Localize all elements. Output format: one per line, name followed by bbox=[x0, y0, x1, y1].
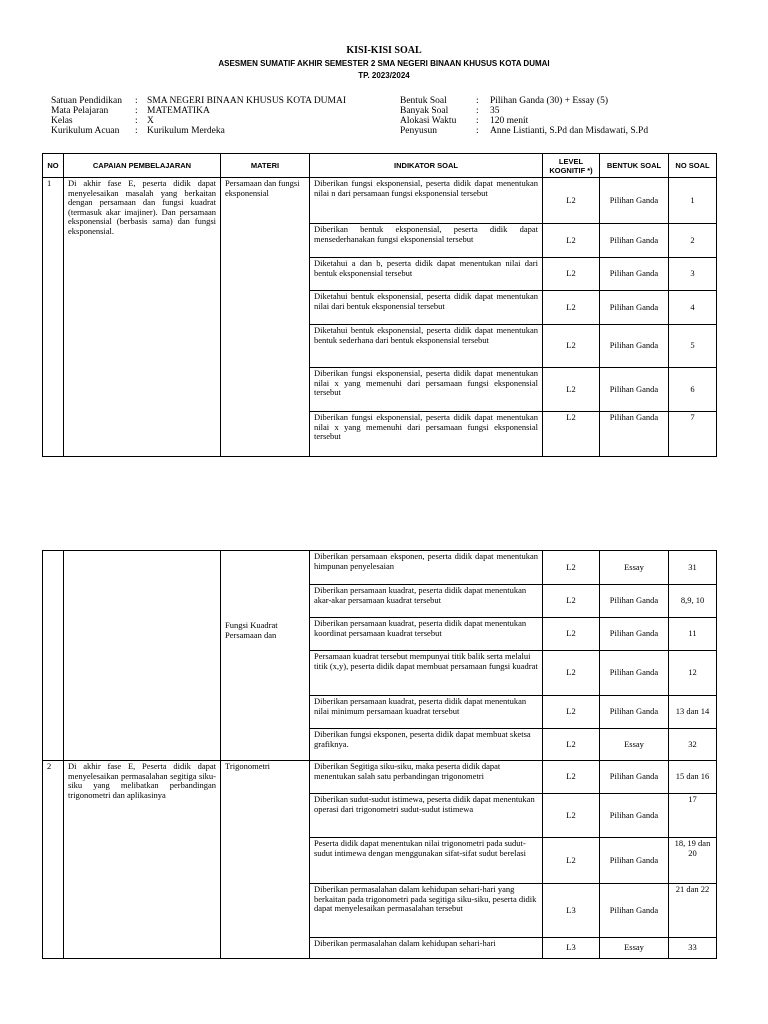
indikator-cell: Diberikan persamaan kuadrat, peserta didik dapat menentukan nilai minimum persamaan kuadrat tersebut bbox=[310, 696, 543, 729]
info-value: Kurikulum Merdeka bbox=[147, 126, 225, 136]
bentuk-cell: Pilihan Ganda bbox=[600, 258, 669, 291]
level-cell: L2 bbox=[543, 696, 600, 729]
indikator-cell: Diketahui a dan b, peserta didik dapat menentukan nilai dari bentuk eksponensial tersebut bbox=[310, 258, 543, 291]
level-cell: L2 bbox=[543, 224, 600, 258]
document-title: KISI-KISI SOAL bbox=[346, 45, 422, 56]
info-label: Kurikulum Acuan bbox=[51, 126, 120, 136]
info-label: Mata Pelajaran bbox=[51, 106, 109, 116]
indikator-cell: Diberikan persamaan eksponen, peserta didik dapat menentukan himpunan penyelesaian bbox=[310, 551, 543, 585]
nosoal-cell: 15 dan 16 bbox=[669, 761, 717, 794]
nosoal-cell: 2 bbox=[669, 224, 717, 258]
info-label: Satuan Pendidikan bbox=[51, 96, 122, 106]
table-row bbox=[43, 761, 717, 794]
info-label: Penyusun bbox=[400, 126, 437, 136]
nosoal-cell: 32 bbox=[669, 729, 717, 761]
indikator-cell: Diberikan persamaan kuadrat, peserta didik dapat menentukan akar-akar persamaan kuadrat tersebut bbox=[310, 585, 543, 618]
bentuk-cell: Pilihan Ganda bbox=[600, 412, 669, 457]
indikator-cell: Diberikan persamaan kuadrat, peserta didik dapat menentukan koordinat persamaan kuadrat tersebut bbox=[310, 618, 543, 651]
level-cell: L2 bbox=[543, 368, 600, 412]
nosoal-cell: 13 dan 14 bbox=[669, 696, 717, 729]
column-header-capaian: CAPAIAN PEMBELAJARAN bbox=[64, 154, 221, 178]
level-cell: L2 bbox=[543, 325, 600, 368]
info-right: Bentuk Soal : Pilihan Ganda (30) + Essay (5) Banyak Soal : 35 Alokasi Waktu : 120 menit Penyusun : Anne Listianti, S.Pd dan Misdawati, S.Pd bbox=[400, 96, 649, 136]
indikator-cell: Diberikan sudut-sudut istimewa, peserta didik dapat menentukan operasi dari trigonometri sudut-sudut istimewa bbox=[310, 794, 543, 838]
nosoal-cell: 7 bbox=[669, 412, 717, 457]
bentuk-cell: Pilihan Ganda bbox=[600, 178, 669, 224]
indikator-cell: Diketahui bentuk eksponensial, peserta didik dapat menentukan nilai dari bentuk eksponensial tersebut bbox=[310, 291, 543, 325]
info-value: Anne Listianti, S.Pd dan Misdawati, S.Pd bbox=[490, 126, 649, 136]
column-header-indikator: INDIKATOR SOAL bbox=[310, 154, 543, 178]
column-header-materi: MATERI bbox=[221, 154, 310, 178]
indikator-cell: Diberikan fungsi eksponensial, peserta didik dapat menentukan nilai x yang memenuhi dari persamaan fungsi eksponensial tersebut bbox=[310, 368, 543, 412]
materi-cell: Persamaan dan fungsi eksponensial bbox=[221, 178, 310, 457]
level-cell: L2 bbox=[543, 838, 600, 884]
school-year: TP. 2023/2024 bbox=[358, 71, 410, 80]
nosoal-cell: 3 bbox=[669, 258, 717, 291]
level-cell: L3 bbox=[543, 884, 600, 938]
bentuk-cell: Pilihan Ganda bbox=[600, 368, 669, 412]
materi-cell: Trigonometri bbox=[221, 761, 310, 959]
indikator-cell: Peserta didik dapat menentukan nilai trigonometri pada sudut-sudut intimewa dengan menggunakan sifat-sifat sudut berelasi bbox=[310, 838, 543, 884]
bentuk-cell: Pilihan Ganda bbox=[600, 325, 669, 368]
nosoal-cell: 17 bbox=[669, 794, 717, 838]
row-number-empty bbox=[43, 551, 64, 761]
bentuk-cell: Essay bbox=[600, 938, 669, 959]
info-label: Alokasi Waktu bbox=[400, 116, 457, 126]
info-value: 120 menit bbox=[490, 116, 529, 126]
nosoal-cell: 12 bbox=[669, 651, 717, 696]
bentuk-cell: Essay bbox=[600, 729, 669, 761]
level-cell: L2 bbox=[543, 794, 600, 838]
indikator-cell: Diketahui bentuk eksponensial, peserta didik dapat menentukan bentuk sederhana dari bentuk eksponensial tersebut bbox=[310, 325, 543, 368]
nosoal-cell: 5 bbox=[669, 325, 717, 368]
info-value: 35 bbox=[490, 106, 500, 116]
table-header-row bbox=[43, 154, 717, 178]
info-value: Pilihan Ganda (30) + Essay (5) bbox=[490, 96, 609, 106]
info-label: Bentuk Soal bbox=[400, 96, 447, 106]
column-header-level: LEVEL KOGNITIF *) bbox=[543, 154, 600, 178]
capaian-cell: Di akhir fase E, Peserta didik dapat menyelesaikan permasalahan segitiga siku-siku yang melibatkan perbandingan trigonometri dan aplikasinya bbox=[64, 761, 221, 959]
bentuk-cell: Pilihan Ganda bbox=[600, 618, 669, 651]
table-row bbox=[43, 178, 717, 224]
table-row bbox=[43, 551, 717, 585]
level-cell: L2 bbox=[543, 761, 600, 794]
indikator-cell: Diberikan permasalahan dalam kehidupan sehari-hari bbox=[310, 938, 543, 959]
level-cell: L2 bbox=[543, 651, 600, 696]
bentuk-cell: Pilihan Ganda bbox=[600, 794, 669, 838]
column-header-nosoal: NO SOAL bbox=[669, 154, 717, 178]
level-cell: L2 bbox=[543, 258, 600, 291]
info-value: MATEMATIKA bbox=[147, 106, 210, 116]
info-value: X bbox=[147, 116, 154, 126]
bentuk-cell: Pilihan Ganda bbox=[600, 884, 669, 938]
bentuk-cell: Pilihan Ganda bbox=[600, 224, 669, 258]
indikator-cell: Diberikan Segitiga siku-siku, maka peserta didik dapat menentukan salah satu perbandingan trigonometri bbox=[310, 761, 543, 794]
level-cell: L2 bbox=[543, 291, 600, 325]
info-label: Kelas bbox=[51, 116, 73, 126]
materi-cell: Fungsi Kuadrat Persamaan dan bbox=[221, 551, 310, 761]
row-number: 1 bbox=[43, 178, 64, 457]
nosoal-cell: 21 dan 22 bbox=[669, 884, 717, 938]
indikator-cell: Diberikan bentuk eksponensial, peserta didik dapat mensederhanakan fungsi eksponensial tersebut bbox=[310, 224, 543, 258]
level-cell: L2 bbox=[543, 551, 600, 585]
nosoal-cell: 4 bbox=[669, 291, 717, 325]
nosoal-cell: 31 bbox=[669, 551, 717, 585]
info-left: Satuan Pendidikan : SMA NEGERI BINAAN KHUSUS KOTA DUMAI Mata Pelajaran : MATEMATIKA Kelas : X Kurikulum Acuan : Kurikulum Merdeka bbox=[51, 96, 347, 136]
column-header-no: NO bbox=[43, 154, 64, 178]
level-cell: L2 bbox=[543, 178, 600, 224]
kisi-kisi-table-page-1 bbox=[42, 153, 717, 457]
level-cell: L2 bbox=[543, 618, 600, 651]
indikator-cell: Diberikan permasalahan dalam kehidupan sehari-hari yang berkaitan pada trigonometri pada segitiga siku-siku, peserta didik dapat menyelesaikan permasalahan tersebut bbox=[310, 884, 543, 938]
level-cell: L2 bbox=[543, 412, 600, 457]
kisi-kisi-table-page-2 bbox=[42, 550, 717, 959]
bentuk-cell: Pilihan Ganda bbox=[600, 761, 669, 794]
row-number: 2 bbox=[43, 761, 64, 959]
level-cell: L2 bbox=[543, 729, 600, 761]
nosoal-cell: 33 bbox=[669, 938, 717, 959]
document-subtitle: ASESMEN SUMATIF AKHIR SEMESTER 2 SMA NEGERI BINAAN KHUSUS KOTA DUMAI bbox=[218, 59, 550, 68]
indikator-cell: Diberikan fungsi eksponensial, peserta didik dapat menentukan nilai n dari persamaan fungsi eksponensial tersebut bbox=[310, 178, 543, 224]
bentuk-cell: Pilihan Ganda bbox=[600, 838, 669, 884]
nosoal-cell: 8,9, 10 bbox=[669, 585, 717, 618]
info-label: Banyak Soal bbox=[400, 106, 449, 116]
bentuk-cell: Essay bbox=[600, 551, 669, 585]
bentuk-cell: Pilihan Ganda bbox=[600, 696, 669, 729]
indikator-cell: Diberikan fungsi eksponen, peserta didik dapat membuat sketsa grafiknya. bbox=[310, 729, 543, 761]
bentuk-cell: Pilihan Ganda bbox=[600, 651, 669, 696]
nosoal-cell: 1 bbox=[669, 178, 717, 224]
nosoal-cell: 11 bbox=[669, 618, 717, 651]
info-value: SMA NEGERI BINAAN KHUSUS KOTA DUMAI bbox=[147, 96, 347, 106]
indikator-cell: Diberikan fungsi eksponensial, peserta didik dapat menentukan nilai x yang memenuhi dari persamaan fungsi eksponensial tersebut bbox=[310, 412, 543, 457]
nosoal-cell: 18, 19 dan 20 bbox=[669, 838, 717, 884]
capaian-cell: Di akhir fase E, peserta didik dapat menyelesaikan masalah yang berkaitan dengan persamaan dan fungsi kuadrat (termasuk akar imajiner). Dan persamaan eksponensial (berbasis sama) dan fungsi eksponensial. bbox=[64, 178, 221, 457]
nosoal-cell: 6 bbox=[669, 368, 717, 412]
bentuk-cell: Pilihan Ganda bbox=[600, 585, 669, 618]
level-cell: L3 bbox=[543, 938, 600, 959]
indikator-cell: Persamaan kuadrat tersebut mempunyai titik balik serta melalui titik (x,y), peserta didik dapat membuat persamaan fungsi kuadrat bbox=[310, 651, 543, 696]
bentuk-cell: Pilihan Ganda bbox=[600, 291, 669, 325]
capaian-cell-empty bbox=[64, 551, 221, 761]
level-cell: L2 bbox=[543, 585, 600, 618]
column-header-bentuk: BENTUK SOAL bbox=[600, 154, 669, 178]
